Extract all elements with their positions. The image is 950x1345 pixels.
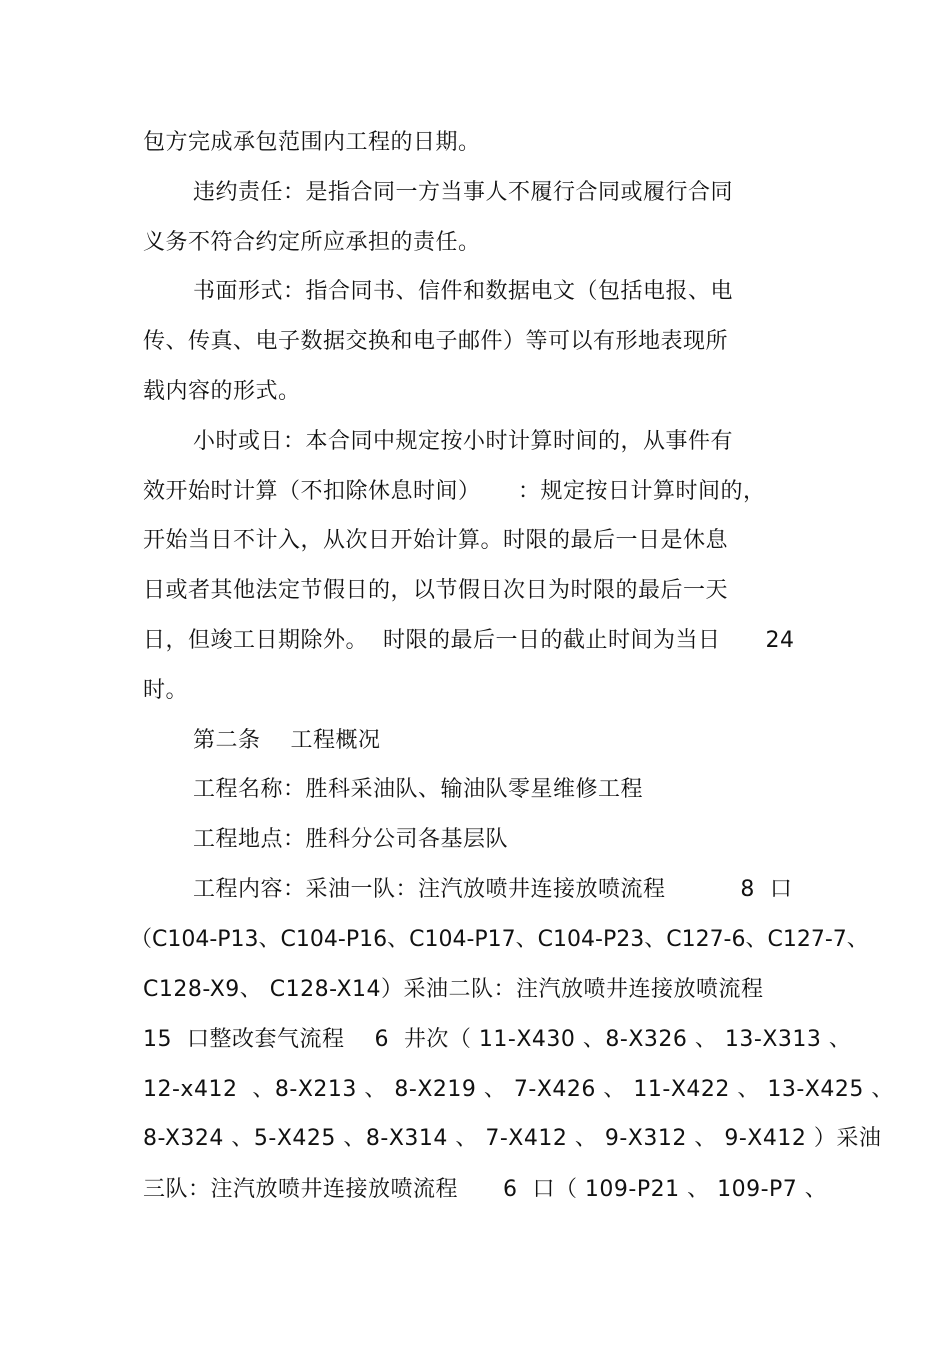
paragraph-line: 开始当日不计入，从次日开始计算。时限的最后一日是休息 (143, 528, 729, 553)
paragraph-line: 8-X324 、5-X425 、8-X314 、 7-X412 、 9-X312 、 9-X412 ）采油 (143, 1126, 882, 1151)
paragraph-line: 12-x412 、8-X213 、 8-X219 、 7-X426 、 11-X422 、 13-X425 、 (143, 1077, 894, 1102)
paragraph-line: 传、传真、电子数据交换和电子邮件）等可以有形地表现所 (143, 329, 729, 354)
paragraph-line: 日或者其他法定节假日的，以节假日次日为时限的最后一天 (143, 578, 729, 603)
paragraph-line: 工程内容：采油一队：注汽放喷井连接放喷流程 8 口 (193, 877, 793, 902)
paragraph-line: 违约责任：是指合同一方当事人不履行合同或履行合同 (193, 180, 734, 205)
paragraph-line: 书面形式：指合同书、信件和数据电文（包括电报、电 (193, 279, 734, 304)
paragraph-line: 15 口整改套气流程 6 井次（ 11-X430 、8-X326 、 13-X313 、 (143, 1027, 852, 1052)
section-heading: 第二条 工程概况 (193, 728, 381, 753)
paragraph-line: （C104-P13、C104-P16、C104-P17、C104-P23、C127-6、C127-7、 (130, 927, 869, 952)
paragraph-line: C128-X9、 C128-X14）采油二队：注汽放喷井连接放喷流程 (143, 977, 764, 1002)
paragraph-line: 工程地点：胜科分公司各基层队 (193, 827, 509, 852)
paragraph-line: 时。 (143, 678, 189, 703)
paragraph-line: 小时或日：本合同中规定按小时计算时间的，从事件有 (193, 429, 734, 454)
paragraph-line: 三队：注汽放喷井连接放喷流程 6 口（ 109-P21 、 109-P7 、 (143, 1177, 828, 1202)
paragraph-line: 包方完成承包范围内工程的日期。 (143, 130, 481, 155)
paragraph-line: 义务不符合约定所应承担的责任。 (143, 230, 481, 255)
paragraph-line: 效开始时计算（不扣除休息时间） ：规定按日计算时间的， (143, 479, 766, 504)
paragraph-line: 工程名称：胜科采油队、输油队零星维修工程 (193, 777, 644, 802)
paragraph-line: 日，但竣工日期除外。 时限的最后一日的截止时间为当日 24 (143, 628, 795, 653)
paragraph-line: 载内容的形式。 (143, 379, 301, 404)
